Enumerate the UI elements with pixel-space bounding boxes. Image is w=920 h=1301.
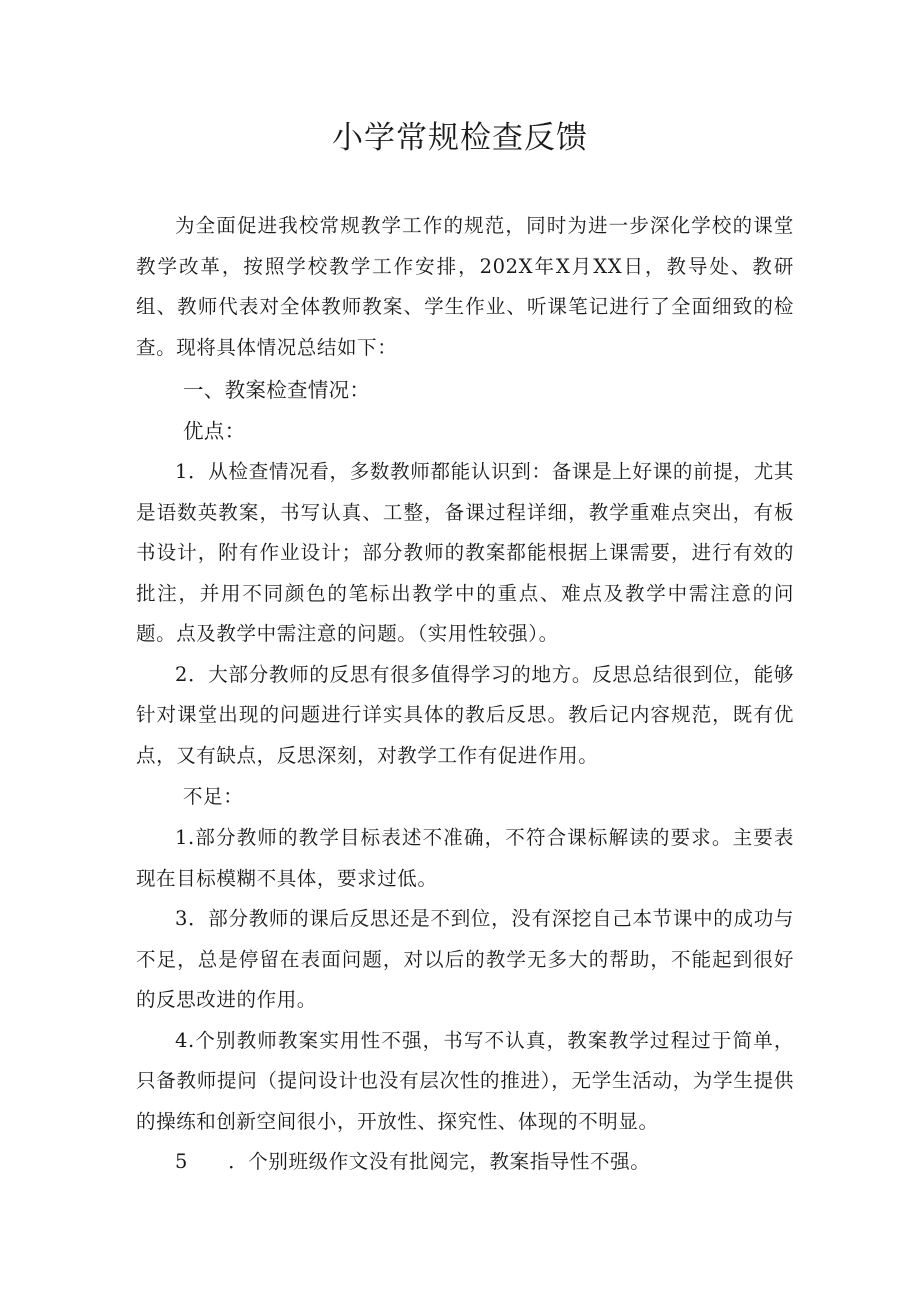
weaknesses-label: 不足： xyxy=(183,785,244,808)
strengths-label: 优点： xyxy=(183,419,246,443)
weakness-item-4: 4.个别教师教案实用性不强，书写不认真，教案教学过程过于简单，只备教师提问（提问设计也没有层次性的推进），无学生活动，为学生提供的操练和创新空间很小，开放性、探究性、体现的不明显。 xyxy=(136,1028,794,1133)
strength-item-2: 2．大部分教师的反思有很多值得学习的地方。反思总结很到位，能够针对课堂出现的问题进行详实具体的教后反思。教后记内容规范，既有优点，又有缺点，反思深刻，对教学工作有促进作用。 xyxy=(136,662,794,767)
section-heading-lesson-plans: 一、教案检查情况： xyxy=(183,378,371,402)
document-title: 小学常规检查反馈 xyxy=(332,120,588,156)
weakness-item-1: 1.部分教师的教学目标表述不准确，不符合课标解读的要求。主要表现在目标模糊不具体，要求过低。 xyxy=(136,826,794,890)
strength-item-1: 1．从检查情况看，多数教师都能认识到：备课是上好课的前提，尤其是语数英教案，书写认真、工整，备课过程详细，教学重难点突出，有板书设计，附有作业设计；部分教师的教案都能根据上课需要，进行有效的批注，并用不同颜色的笔标出教学中的重点、难点及教学中需注意的问题。点及教学中需注意的问题。（实用性较强）。 xyxy=(136,460,794,645)
intro-paragraph: 为全面促进我校常规教学工作的规范，同时为进一步深化学校的课堂教学改革，按照学校教学工作安排，202X年X月XX日，教导处、教研组、教师代表对全体教师教案、学生作业、听课笔记进行了全面细致的检查。现将具体情况总结如下： xyxy=(136,214,794,359)
document-body xyxy=(136,206,794,1183)
weakness-item-5: 5 ．个别班级作文没有批阅完，教案指导性不强。 xyxy=(175,1150,651,1173)
weakness-item-3: 3．部分教师的课后反思还是不到位，没有深挖自己本节课中的成功与不足，总是停留在表面问题，对以后的教学无多大的帮助，不能起到很好的反思改进的作用。 xyxy=(136,907,794,1011)
